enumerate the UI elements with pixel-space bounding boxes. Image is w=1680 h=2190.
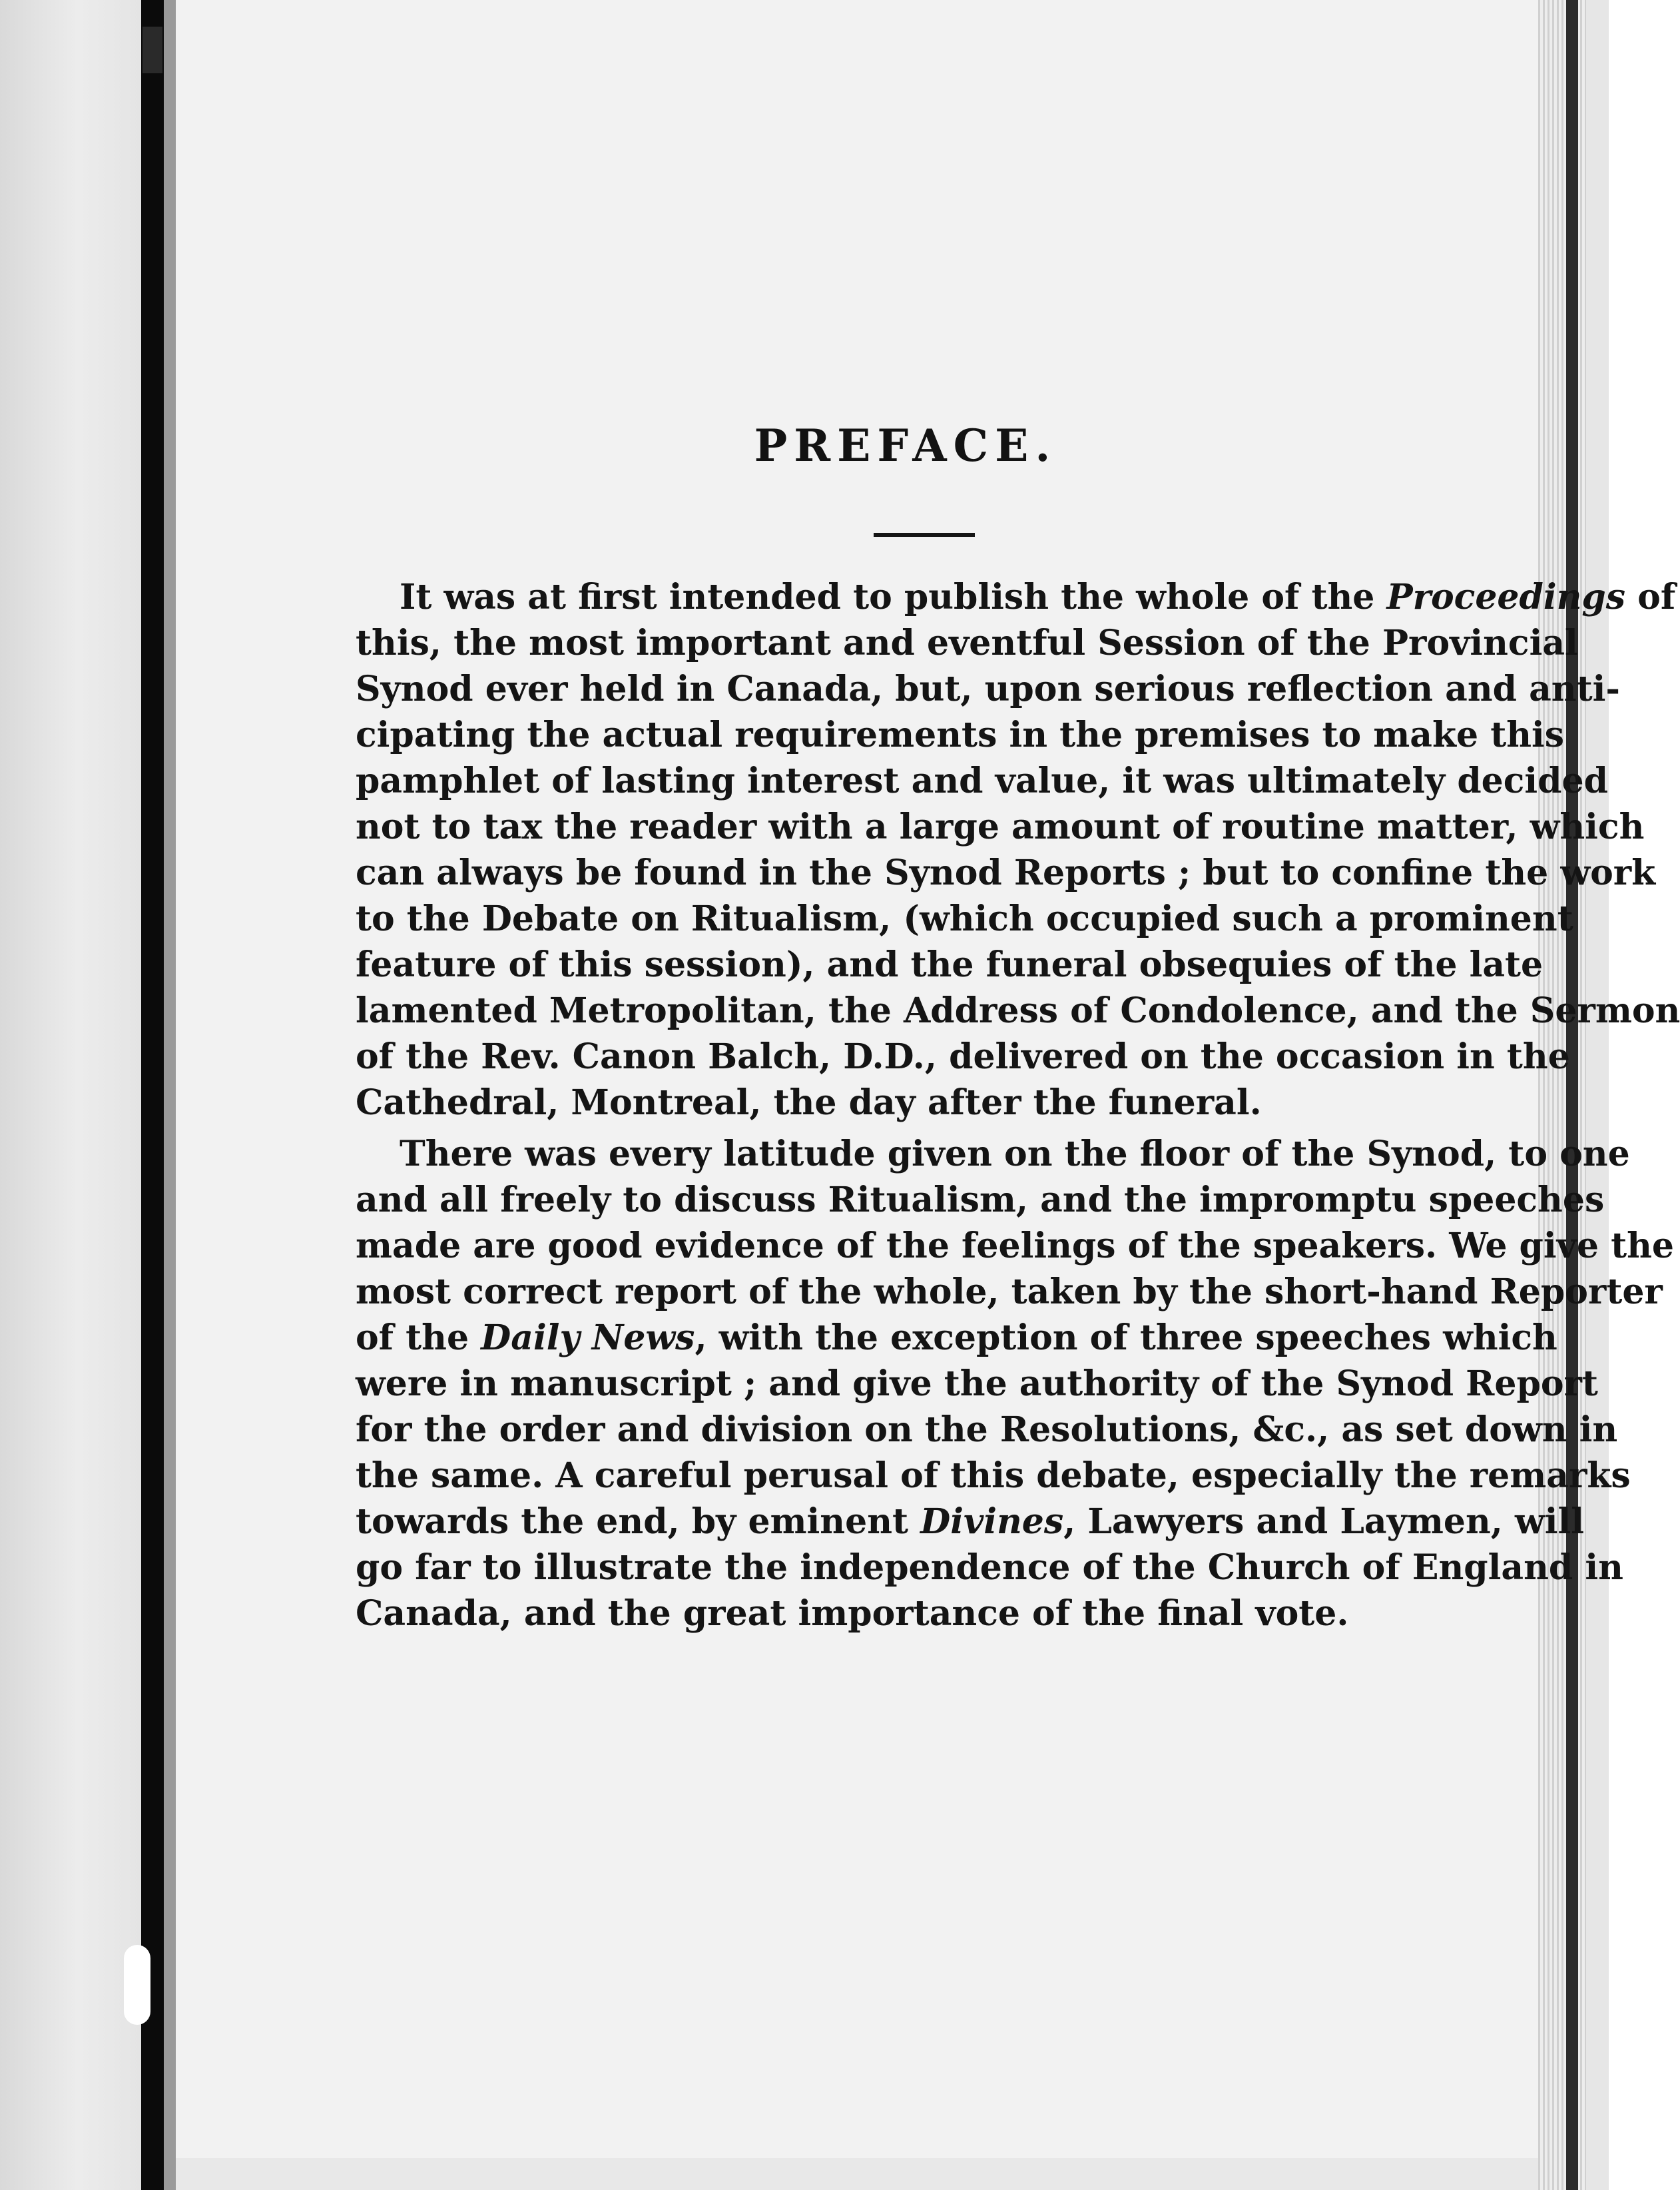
spine-gutter	[164, 0, 176, 2190]
text-line	[356, 1591, 1434, 1637]
book-spine-shadow	[141, 0, 164, 2190]
paragraph-2	[356, 1131, 1674, 1637]
text-line	[356, 1407, 1618, 1453]
line-text: cipating the actual requirements in the premises to make this	[356, 715, 1565, 755]
text-line	[356, 1453, 1631, 1499]
text-line	[356, 1080, 1434, 1126]
line-text-end: , with the exception of three speeches which	[695, 1317, 1557, 1358]
text-line	[356, 666, 1620, 712]
line-text: There was every latitude given on the floor of the Synod, to one	[400, 1134, 1630, 1174]
line-text: of the Rev. Canon Balch, D.D., delivered on the occasion in the	[356, 1036, 1570, 1077]
page-title: PREFACE.	[754, 420, 1057, 472]
line-text: not to tax the reader with a large amount of routine matter, which	[356, 807, 1645, 847]
line-text: feature of this session), and the funeral obsequies of the late	[356, 944, 1543, 985]
line-text-start: towards the end, by eminent	[356, 1501, 921, 1542]
text-line	[356, 620, 1578, 666]
text-line	[356, 942, 1543, 988]
line-text: most correct report of the whole, taken by the short-hand Reporter	[356, 1272, 1663, 1312]
text-line	[356, 850, 1656, 896]
spine-mark	[142, 27, 162, 73]
line-text: Cathedral, Montreal, the day after the funeral.	[356, 1082, 1262, 1123]
text-line	[356, 988, 1680, 1034]
line-text: go far to illustrate the independence of the Church of England in	[356, 1547, 1623, 1588]
text-line	[356, 804, 1645, 850]
preface-body	[356, 574, 1680, 1637]
text-line	[356, 1177, 1605, 1223]
bottom-margin	[176, 2158, 1538, 2190]
line-text-start: It was at first intended to publish the whole of the	[400, 577, 1387, 617]
line-text: and all freely to discuss Ritualism, and the impromptu speeches	[356, 1180, 1605, 1220]
italic-term: Proceedings	[1386, 577, 1626, 617]
text-line	[356, 1034, 1570, 1080]
line-text: this, the most important and eventful Session of the Provincial	[356, 623, 1578, 663]
text-line	[356, 574, 1676, 620]
text-line	[356, 896, 1573, 942]
text-line	[356, 758, 1608, 804]
paragraph-1	[356, 574, 1680, 1126]
line-text: for the order and division on the Resolutions, &c., as set down in	[356, 1409, 1618, 1450]
text-line	[356, 1545, 1623, 1591]
line-text: can always be found in the Synod Reports ; but to confine the work	[356, 853, 1656, 893]
line-text: pamphlet of lasting interest and value, it was ultimately decided	[356, 761, 1608, 801]
line-text: lamented Metropolitan, the Address of Condolence, and the Sermon	[356, 990, 1680, 1031]
binding-margin	[0, 0, 141, 2190]
text-line	[356, 1499, 1584, 1545]
line-text-end: , Lawyers and Laymen, will	[1063, 1501, 1584, 1542]
text-line	[356, 1223, 1674, 1269]
text-line	[356, 1315, 1557, 1361]
cover-edge	[1566, 0, 1578, 2190]
line-text: the same. A careful perusal of this debate, especially the remarks	[356, 1455, 1631, 1496]
text-line	[356, 1131, 1630, 1177]
title-rule	[874, 533, 975, 537]
outer-margin	[1586, 0, 1609, 2190]
line-text: were in manuscript ; and give the authority of the Synod Report	[356, 1363, 1598, 1404]
line-text: made are good evidence of the feelings of the speakers. We give the	[356, 1226, 1674, 1266]
italic-term: Daily News	[481, 1317, 695, 1358]
line-text-end: of	[1625, 577, 1676, 617]
text-line	[356, 712, 1565, 758]
line-text-start: of the	[356, 1317, 481, 1358]
italic-term: Divines	[920, 1501, 1064, 1542]
line-text: to the Debate on Ritualism, (which occupied such a prominent	[356, 899, 1573, 939]
text-line	[356, 1269, 1663, 1315]
text-line	[356, 1361, 1598, 1407]
page-tear	[124, 1945, 150, 2025]
line-text: Canada, and the great importance of the final vote.	[356, 1593, 1349, 1634]
line-text: Synod ever held in Canada, but, upon serious reflection and anti-	[356, 669, 1620, 709]
